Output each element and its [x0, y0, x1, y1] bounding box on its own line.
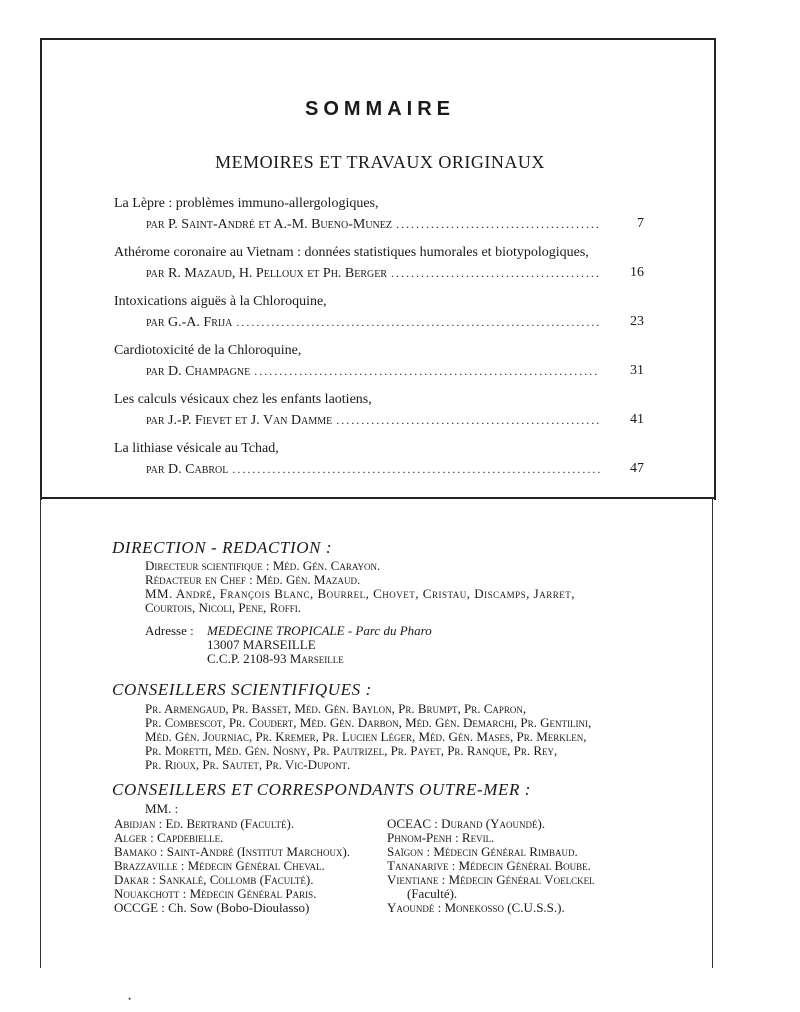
toc-page-number: 31: [630, 363, 644, 378]
toc-leader-dots: [336, 410, 600, 430]
toc-entry-authors: par P. Saint-André et A.-M. Bueno-Munez: [146, 217, 392, 232]
toc-leader-dots: [254, 361, 600, 381]
toc-entry: [114, 341, 644, 382]
conseillers-line: Pr. Armengaud, Pr. Basset, Méd. Gén. Baylon, Pr. Brumpt, Pr. Capron,: [145, 701, 527, 716]
direction-line: Directeur scientifique : Méd. Gén. Carayon.: [145, 558, 381, 573]
conseillers-line: Pr. Rioux, Pr. Sautet, Pr. Vic-Dupont.: [145, 757, 351, 772]
toc-entry-title: La lithiase vésicale au Tchad,: [114, 441, 279, 456]
frame-right-border: [712, 497, 713, 968]
correspondent-line: Bamako : Saint-André (Institut Marchoux).: [114, 844, 351, 859]
toc-page-number: 23: [630, 314, 644, 329]
direction-line: Rédacteur en Chef : Méd. Gén. Mazaud.: [145, 572, 361, 587]
toc-leader-dots: [391, 263, 600, 283]
correspondent-line: Alger : Capdebielle.: [114, 830, 224, 845]
address-line: 13007 MARSEILLE: [207, 637, 316, 652]
conseillers-block: [145, 702, 591, 772]
frame-divider: [40, 497, 714, 499]
conseillers-line: Méd. Gén. Journiac, Pr. Kremer, Pr. Lucien Léger, Méd. Gén. Mases, Pr. Merklen,: [145, 729, 587, 744]
address-line: C.C.P. 2108-93 Marseille: [207, 651, 344, 666]
address-line: MEDECINE TROPICALE - Parc du Pharo: [207, 623, 432, 638]
toc-entry-authors: par R. Mazaud, H. Pelloux et Ph. Berger: [146, 266, 388, 281]
page-title: SOMMAIRE: [305, 98, 455, 120]
correspondent-line: Saïgon : Médecin Général Rimbaud.: [387, 844, 578, 859]
toc-leader-dots: [236, 312, 600, 332]
toc-entry-title: Cardiotoxicité de la Chloroquine,: [114, 343, 302, 358]
correspondent-line: (Faculté).: [407, 886, 458, 901]
correspondent-line: Yaoundé : Monekosso (C.U.S.S.).: [387, 900, 565, 915]
outremer-right-column: [387, 817, 595, 915]
direction-heading: DIRECTION - REDACTION :: [112, 538, 333, 557]
outremer-mm: MM. :: [145, 801, 179, 816]
correspondent-line: Tananarive : Médecin Général Boube.: [387, 858, 591, 873]
toc-leader-dots: [232, 459, 600, 479]
correspondent-line: Brazzaville : Médecin Général Cheval.: [114, 858, 325, 873]
conseillers-line: Pr. Moretti, Méd. Gén. Nosny, Pr. Pautrizel, Pr. Payet, Pr. Ranque, Pr. Rey,: [145, 743, 558, 758]
toc-page-number: 16: [630, 265, 644, 280]
address-label: Adresse :: [145, 623, 194, 638]
correspondent-line: OCEAC : Durand (Yaoundé).: [387, 816, 546, 831]
toc-entry: [114, 390, 644, 431]
toc-page-number: 47: [630, 461, 644, 476]
toc-entry: [114, 439, 644, 480]
toc-entry-title: La Lèpre : problèmes immuno-allergologiques,: [114, 196, 379, 211]
conseillers-line: Pr. Combescot, Pr. Coudert, Méd. Gén. Darbon, Méd. Gén. Demarchi, Pr. Gentilini,: [145, 715, 592, 730]
correspondent-line: Nouakchott : Médecin Général Paris.: [114, 886, 317, 901]
toc-entry-authors: par D. Champagne: [146, 364, 251, 379]
toc-entry: [114, 292, 644, 333]
correspondent-line: Vientiane : Médecin Général Voelckel: [387, 872, 595, 887]
toc-page-number: 7: [637, 216, 644, 231]
toc-entry-title: Les calculs vésicaux chez les enfants laotiens,: [114, 392, 372, 407]
address-block: [207, 624, 432, 666]
outremer-heading: CONSEILLERS ET CORRESPONDANTS OUTRE-MER :: [112, 780, 532, 799]
correspondent-line: Dakar : Sankalé, Collomb (Faculté).: [114, 872, 314, 887]
toc-entry: [114, 243, 644, 284]
frame-left-border: [40, 497, 41, 968]
correspondent-line: Abidjan : Ed. Bertrand (Faculté).: [114, 816, 295, 831]
scan-speck: •: [128, 994, 132, 1004]
outremer-left-column: [114, 817, 350, 915]
correspondent-line: Phnom-Penh : Revil.: [387, 830, 495, 845]
conseillers-heading: CONSEILLERS SCIENTIFIQUES :: [112, 680, 372, 699]
toc-entry-title: Intoxications aiguës à la Chloroquine,: [114, 294, 327, 309]
toc-entry-authors: par D. Cabrol: [146, 462, 229, 477]
section-title: MEMOIRES ET TRAVAUX ORIGINAUX: [215, 152, 545, 172]
toc-entry: [114, 194, 644, 235]
toc-entry-title: Athérome coronaire au Vietnam : données statistiques humorales et biotypologiques,: [114, 245, 589, 260]
direction-line: MM. André, François Blanc, Bourrel, Chovet, Cristau, Discamps, Jarret,: [145, 586, 575, 601]
direction-block: [145, 559, 575, 615]
toc-entry-authors: par J.-P. Fievet et J. Van Damme: [146, 413, 333, 428]
toc-page-number: 41: [630, 412, 644, 427]
correspondent-line: OCCGE : Ch. Sow (Bobo-Dioulasso): [114, 900, 310, 915]
toc-leader-dots: [396, 214, 600, 234]
toc-entry-authors: par G.-A. Frija: [146, 315, 233, 330]
direction-line: Courtois, Nicoli, Pene, Roffi.: [145, 600, 302, 615]
